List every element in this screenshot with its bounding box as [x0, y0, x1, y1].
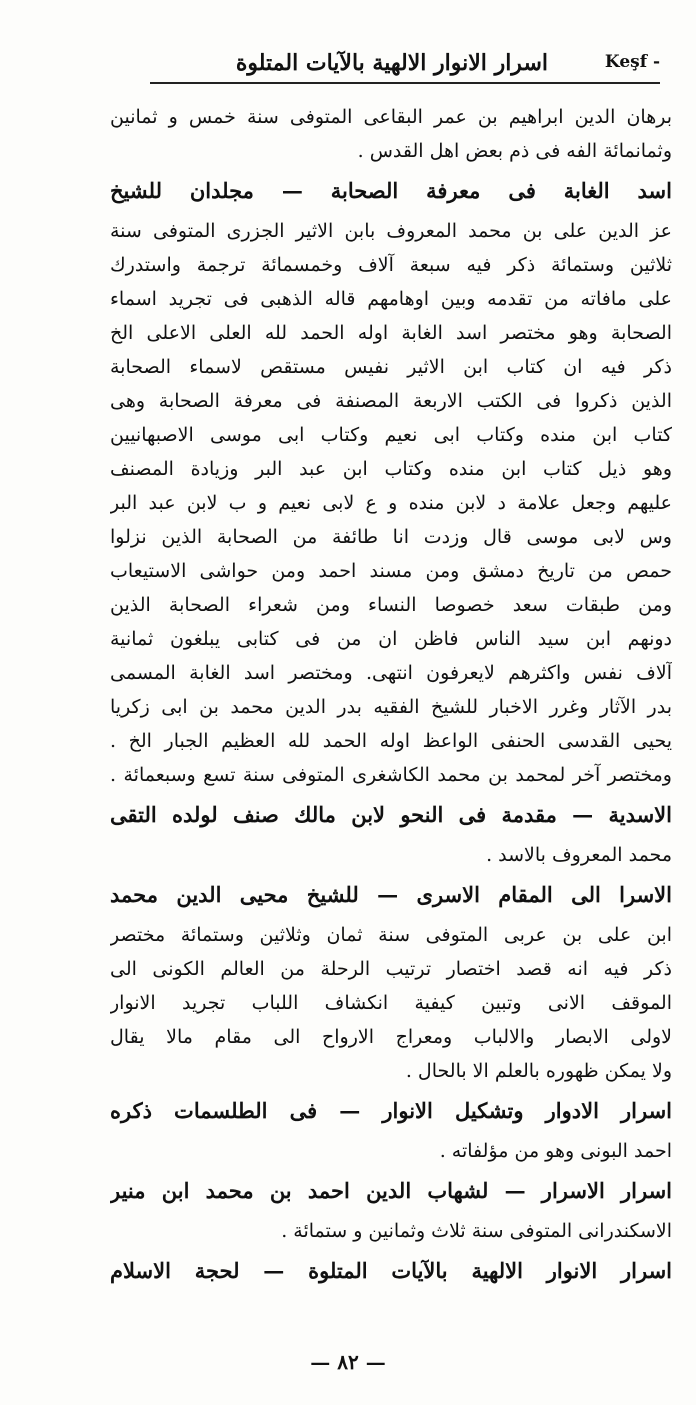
text-line: برهان الدين ابراهيم بن عمر البقاعى المتوفى سنة خمس و ثمانين	[110, 106, 672, 128]
text-line: وهو ذيل كتاب ابن منده وكتاب ابن عبد البر وزيادة المصنف	[110, 458, 672, 480]
entry-heading: اسد الغابة فى معرفة الصحابة — مجلدان للشيخ	[110, 178, 672, 203]
text-line: كتاب ابن منده وكتاب ابى نعيم وكتاب ابى موسى الاصبهانيين	[110, 424, 672, 446]
header-keyword: Keşf -	[604, 52, 660, 72]
text-line: محمد المعروف بالاسد .	[486, 844, 672, 866]
text-line: يحيى القدسى الحنفى الواعظ اوله الحمد لله العظيم الجبار الخ .	[110, 730, 672, 752]
text-line: الذين ذكروا فى الكتب الاربعة المصنفة فى معرفة الصحابة وهى	[110, 390, 672, 412]
text-line: ومن طبقات سعد خصوصا النساء ومن شعراء الصحابة الذين	[110, 594, 672, 616]
page-number: — ٨٢ —	[310, 1350, 386, 1374]
text-line: الموقف الانى وتبين كيفية انكشاف اللباب تجريد الانوار	[110, 992, 672, 1014]
text-line: بدر الآثار وغرر الاخبار للشيخ الفقيه بدر الدين محمد بن ابى زكريا	[110, 696, 672, 718]
text-line: ثلاثين وستمائة ذكر فيه سبعة آلاف وخمسمائة ترجمة واستدرك	[110, 254, 672, 276]
entry-heading: اسرار الاسرار — لشهاب الدين احمد بن محمد ابن منير	[110, 1178, 672, 1203]
text-line: ولا يمكن ظهوره بالعلم الا بالحال .	[405, 1060, 672, 1082]
text-line: الصحابة وهو مختصر اسد الغابة اوله الحمد لله العلى الاعلى الخ	[110, 322, 672, 344]
header-title: اسرار الانوار الالهية بالآيات المتلوة	[235, 50, 548, 76]
body-text	[110, 100, 672, 1294]
text-line: احمد البونى وهو من مؤلفاته .	[439, 1140, 672, 1162]
text-line: وثمانمائة الفه فى ذم بعض اهل القدس .	[357, 140, 672, 162]
text-line: عليهم وجعل علامة د لابن منده و ع لابى نعيم و ب لابن عبد البر	[110, 492, 672, 514]
text-line: ذكر فيه انه قصد اختصار ترتيب الرحلة من العالم الكونى الى	[110, 958, 672, 980]
text-line: آلاف نفس واكثرهم لايعرفون انتهى. ومختصر اسد الغابة المسمى	[110, 662, 672, 684]
text-line: لاولى الابصار والالباب ومعراج الارواح الى مقام مالا يقال	[110, 1026, 672, 1048]
text-line: وس لابى موسى قال وزدت انا طائفة من الصحابة الذين نزلوا	[110, 526, 672, 548]
text-line: الاسكندرانى المتوفى سنة ثلاث وثمانين و ستمائة .	[281, 1220, 672, 1242]
text-line: ذكر فيه ان كتاب ابن الاثير نفيس مستقص لاسماء الصحابة	[110, 356, 672, 378]
text-line: حمص من تاريخ دمشق ومن مسند احمد ومن حواشى الاستيعاب	[110, 560, 672, 582]
entry-heading: الاسدية — مقدمة فى النحو لابن مالك صنف لولده التقى	[110, 802, 672, 827]
text-line: دونهم ابن سيد الناس فاظن ان من فى كتابى يبلغون ثمانية	[110, 628, 672, 650]
text-line: عز الدين على بن محمد المعروف بابن الاثير الجزرى المتوفى سنة	[110, 220, 672, 242]
text-line: ابن على بن عربى المتوفى سنة ثمان وثلاثين وستمائة مختصر	[110, 924, 672, 946]
entry-heading: اسرار الادوار وتشكيل الانوار — فى الطلسمات ذكره	[110, 1098, 672, 1123]
text-line: ومختصر آخر لمحمد بن محمد الكاشغرى المتوفى سنة تسع وسبعمائة .	[110, 764, 672, 786]
text-line: على مافاته من تقدمه وبين اوهامهم قاله الذهبى فى تجريد اسماء	[110, 288, 672, 310]
entry-heading: الاسرا الى المقام الاسرى — للشيخ محيى الدين محمد	[110, 882, 672, 907]
running-header	[150, 44, 660, 84]
entry-heading: اسرار الانوار الالهية بالآيات المتلوة — لحجة الاسلام	[110, 1258, 672, 1283]
